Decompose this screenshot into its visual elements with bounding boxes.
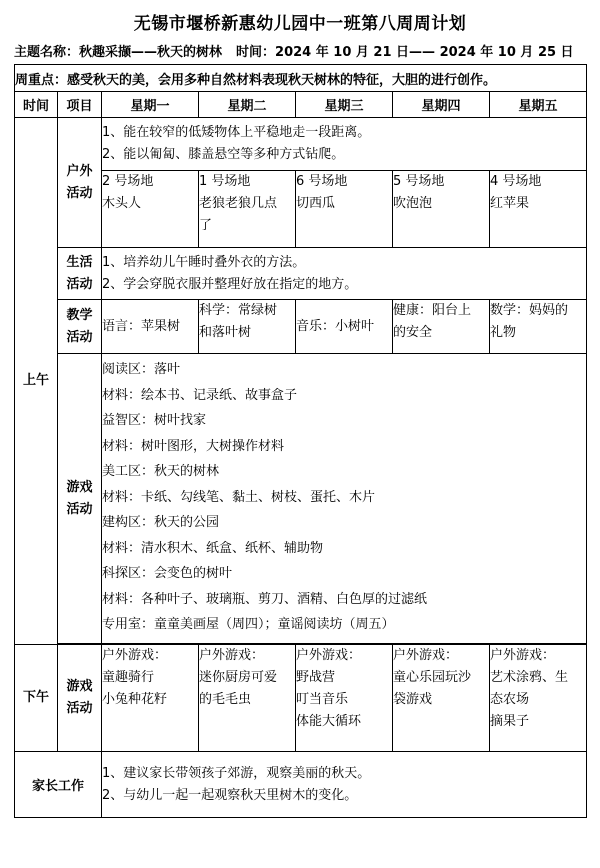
header-cell: 星期三 — [296, 92, 393, 118]
game-line: 建构区：秋天的公园 — [102, 515, 220, 530]
teaching-wednesday: 音乐：小树叶 — [296, 300, 393, 354]
morning-label: 上午 — [15, 118, 58, 645]
teaching-label: 教学 活动 — [58, 300, 102, 354]
pm-game-thursday: 户外游戏： 童心乐园玩沙 袋游戏 — [393, 645, 490, 752]
afternoon-label: 下午 — [15, 645, 58, 752]
pm-game-monday: 户外游戏： 童趣骑行 小兔种花籽 — [102, 645, 199, 752]
pm-game-label: 游戏 活动 — [58, 645, 102, 752]
outdoor-goals: 1、能在较窄的低矮物体上平稳地走一段距离。 2、能以匍匐、膝盖悬空等多种方式钻爬。 — [102, 118, 587, 171]
teaching-friday: 数学：妈妈的 礼物 — [490, 300, 587, 354]
header-cell: 星期二 — [199, 92, 296, 118]
parents-row — [15, 752, 587, 818]
game-areas — [102, 354, 587, 644]
game-line: 益智区：树叶找家 — [102, 413, 207, 428]
outdoor-thursday: 5 号场地 吹泡泡 — [393, 171, 490, 248]
game-line: 材料：绘本书、记录纸、故事盒子 — [102, 387, 298, 403]
parents-items: 1、建议家长带领孩子郊游，观察美丽的秋天。 2、与幼儿一起一起观察秋天里树木的变化。 — [102, 752, 587, 818]
outdoor-friday: 4 号场地 红苹果 — [490, 171, 587, 248]
life-goals: 1、培养幼儿午睡时叠外衣的方法。 2、学会穿脱衣服并整理好放在指定的地方。 — [102, 248, 587, 300]
parents-label: 家长工作 — [15, 752, 102, 818]
outdoor-label: 户外 活动 — [58, 118, 102, 248]
teaching-tuesday: 科学：常绿树 和落叶树 — [199, 300, 296, 354]
game-line: 专用室：童童美画屋（周四）；童谣阅读坊（周五） — [102, 617, 395, 632]
theme-name: 主题名称：秋趣采撷——秋天的树林 — [14, 45, 223, 60]
teaching-monday: 语言：苹果树 — [102, 300, 199, 354]
header-row — [15, 92, 587, 118]
outdoor-wednesday: 6 号场地 切西瓜 — [296, 171, 393, 248]
game-line: 材料：各种叶子、玻璃瓶、剪刀、酒精、白色厚的过滤纸 — [102, 591, 428, 607]
outdoor-goals-row — [15, 118, 587, 171]
outdoor-tuesday: 1 号场地 老狼老狼几点 了 — [199, 171, 296, 248]
weekly-focus: 周重点：感受秋天的美，会用多种自然材料表现秋天树林的特征，大胆的进行创作。 — [15, 65, 587, 92]
life-row — [15, 248, 587, 300]
teaching-thursday: 健康：阳台上 的安全 — [393, 300, 490, 354]
pm-game-wednesday: 户外游戏： 野战营 叮当音乐 体能大循环 — [296, 645, 393, 752]
game-line: 美工区：秋天的树林 — [102, 464, 220, 479]
header-cell: 星期四 — [393, 92, 490, 118]
life-label: 生活 活动 — [58, 248, 102, 300]
afternoon-row — [15, 645, 587, 752]
page-title: 无锡市堰桥新惠幼儿园中一班第八周周计划 — [133, 14, 467, 34]
theme-line — [14, 41, 588, 60]
game-line: 阅读区：落叶 — [102, 362, 181, 377]
game-line: 材料：清水积木、纸盒、纸杯、辅助物 — [102, 540, 324, 556]
plan-table — [14, 64, 587, 818]
game-line: 材料：树叶图形，大树操作材料 — [102, 438, 285, 454]
game-line: 科探区：会变色的树叶 — [102, 566, 233, 581]
pm-game-friday: 户外游戏： 艺术涂鸦、生 态农场 摘果子 — [490, 645, 587, 752]
header-cell: 项目 — [58, 92, 102, 118]
game-label: 游戏 活动 — [58, 354, 102, 644]
game-row — [15, 354, 587, 644]
theme-time: 时间：2024 年 10 月 21 日—— 2024 年 10 月 25 日 — [236, 45, 574, 60]
header-cell: 星期一 — [102, 92, 199, 118]
pm-game-tuesday: 户外游戏： 迷你厨房可爱 的毛毛虫 — [199, 645, 296, 752]
header-cell: 时间 — [15, 92, 58, 118]
header-cell: 星期五 — [490, 92, 587, 118]
game-line: 材料：卡纸、勾线笔、黏土、树枝、蛋托、木片 — [102, 489, 376, 505]
outdoor-monday: 2 号场地 木头人 — [102, 171, 199, 248]
teaching-row — [15, 300, 587, 354]
